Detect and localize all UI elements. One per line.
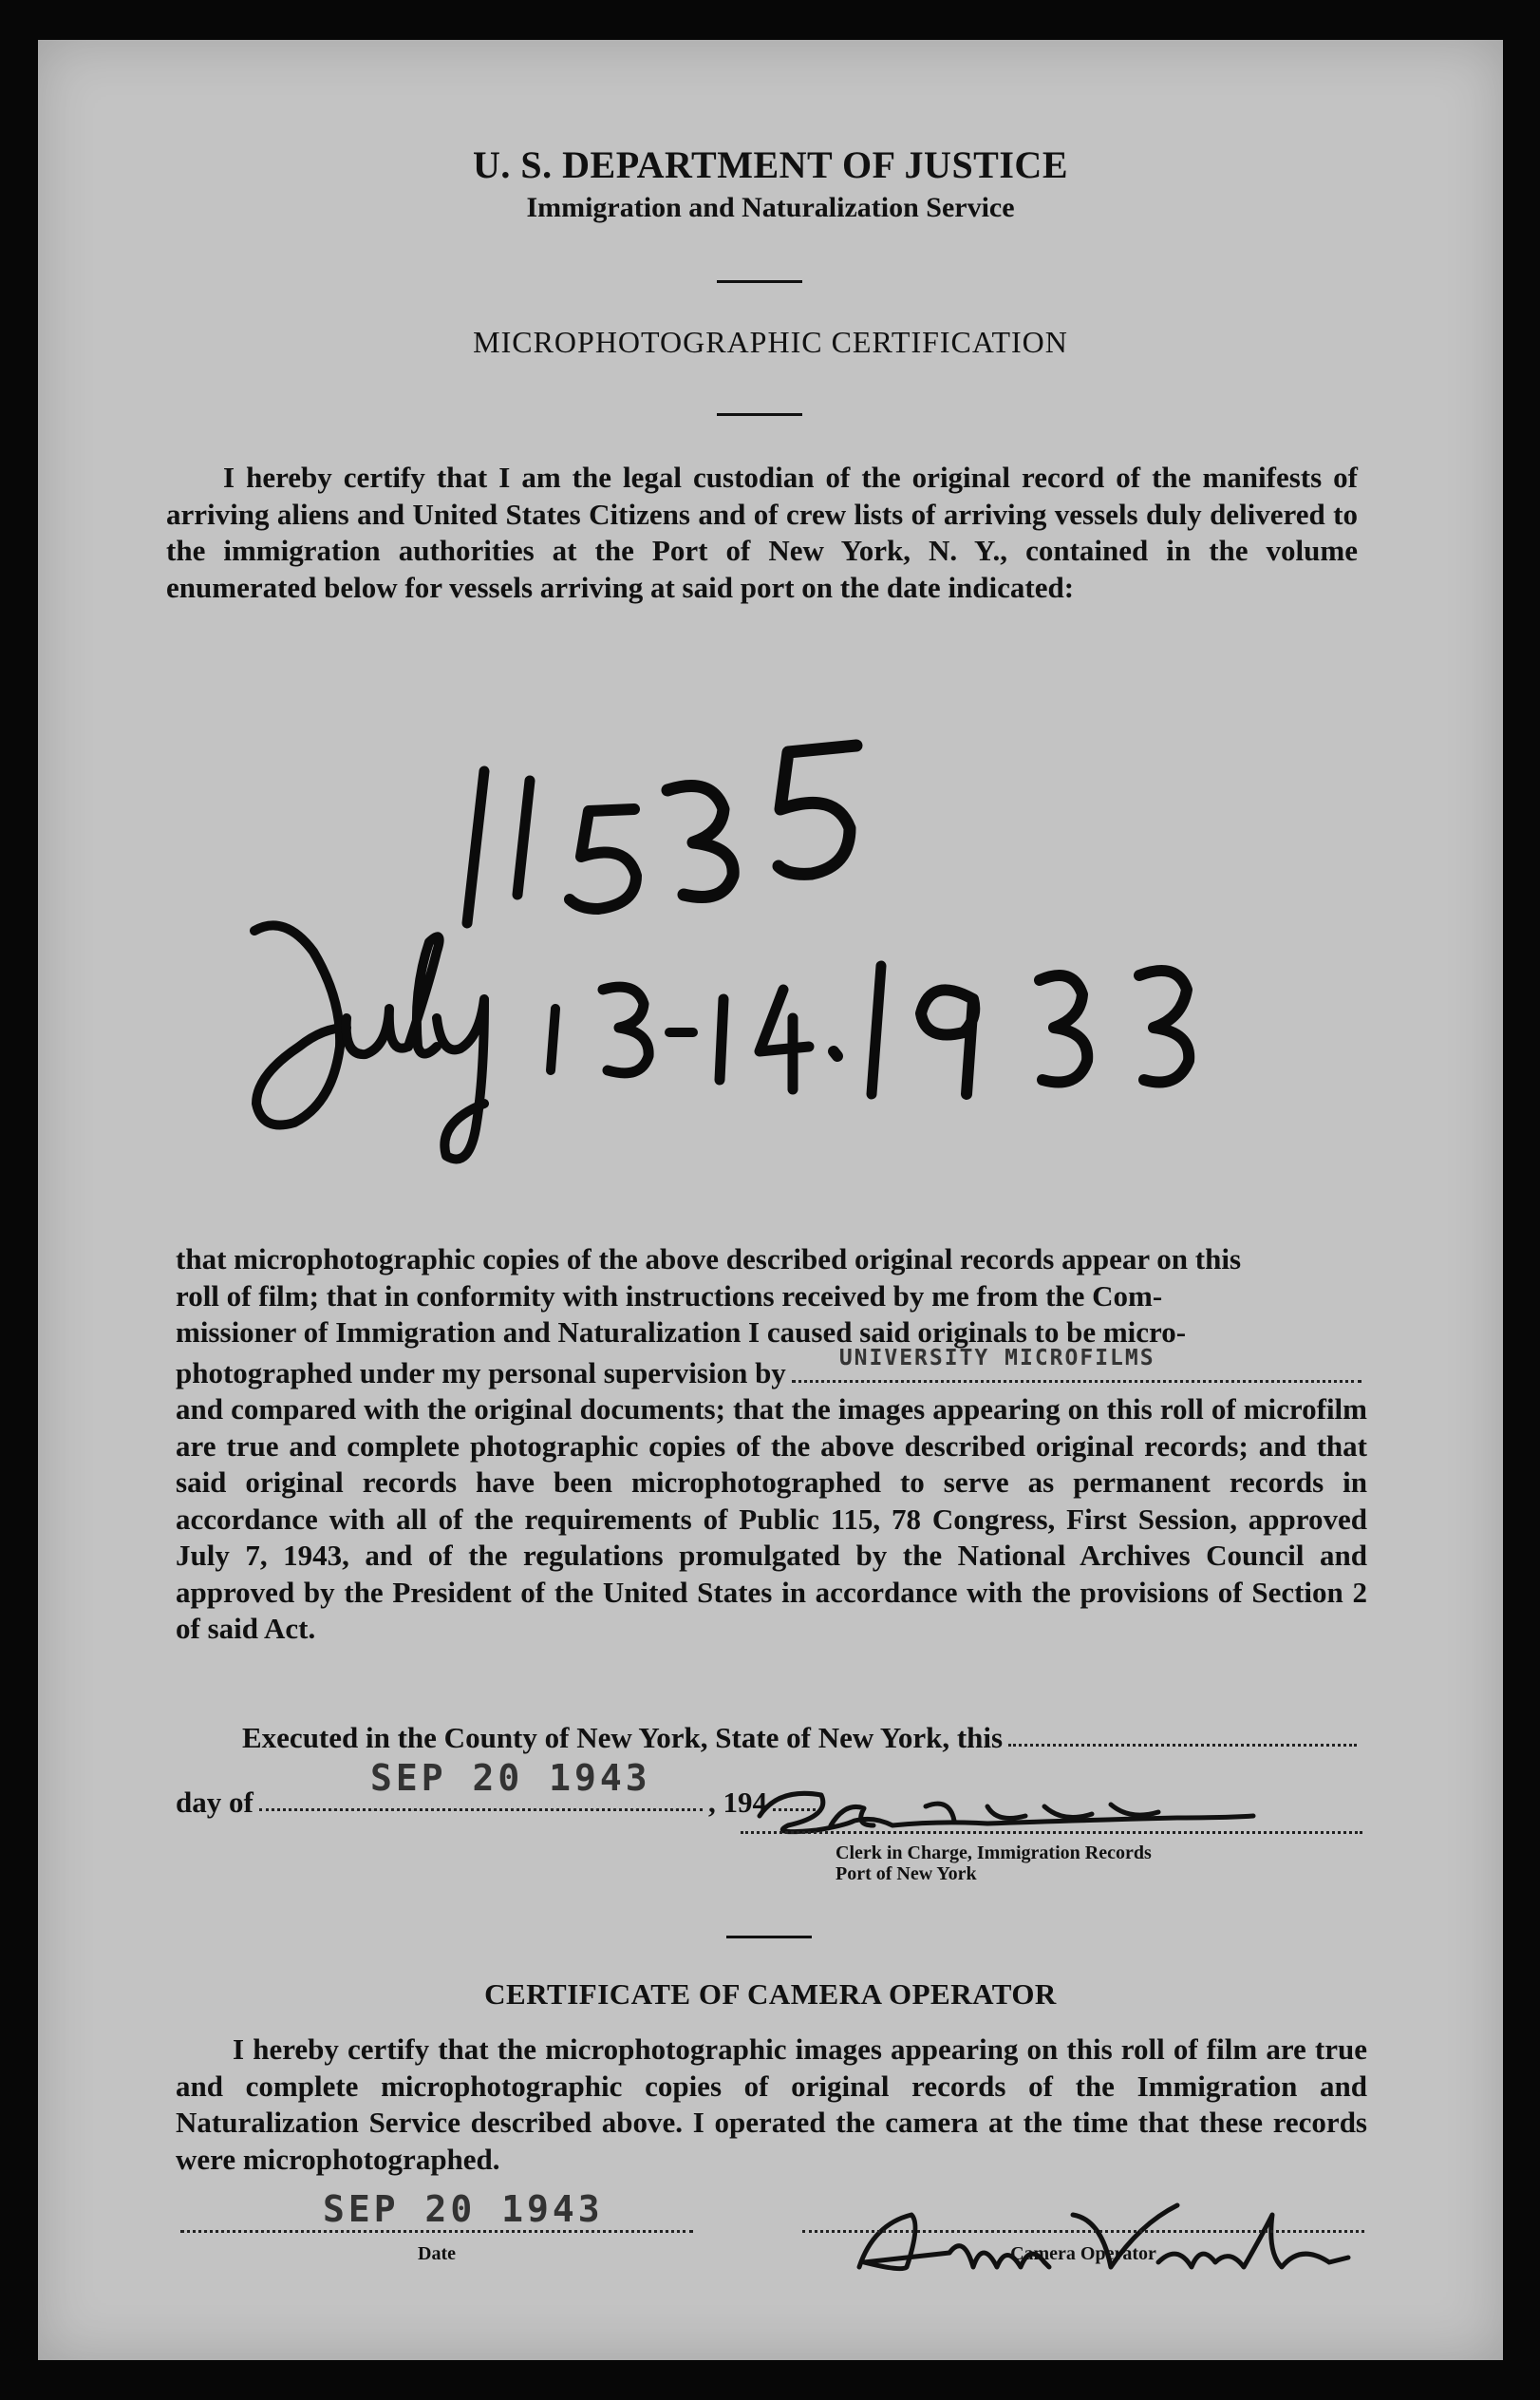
- body-line-prefix: photographed under my personal supervision by: [176, 1355, 786, 1389]
- handwritten-date: [254, 925, 1189, 1159]
- body-line: roll of film; that in conformity with instructions received by me from the Com-: [176, 1278, 1163, 1313]
- certification-title: MICROPHOTOGRAPHIC CERTIFICATION: [473, 325, 1068, 359]
- day-of-line: [176, 1786, 821, 1820]
- camera-certificate-title: CERTIFICATE OF CAMERA OPERATOR: [484, 1977, 1057, 2011]
- operator-line: [802, 2230, 1364, 2233]
- camera-certificate-text: I hereby certify that the microphotographic images appearing on this roll of film are true and complete microphotographic copies of original records of the Immigration and Naturalization Service described above. I operated the camera at the time that these records were microphotographed.: [176, 2032, 1367, 2176]
- handwriting-layer: [38, 40, 1503, 2360]
- body-line: missioner of Immigration and Naturalization I caused said originals to be micro-: [176, 1315, 1187, 1349]
- body-line-microfilmer: [176, 1345, 1367, 1392]
- department-heading: U. S. DEPARTMENT OF JUSTICE: [473, 143, 1068, 186]
- body-line: that microphotographic copies of the above described original records appear on this: [176, 1242, 1242, 1276]
- divider: [717, 413, 802, 416]
- handwritten-volume-number: [467, 746, 856, 923]
- certificate-page: [38, 40, 1503, 2360]
- body-remainder: and compared with the original documents; that the images appearing on this roll of microfilm are true and complete photographic copies of the above described original records; and that said original records have been microphotographed to serve as permanent records in accordance with all of the requirements of Public 115, 78 Congress, First Session, approved July 7, 1943, and of the regulations promulgated by the National Archives Council and approved by the President of the United States in accordance with the provisions of Section 2 of said Act.: [176, 1392, 1367, 1645]
- microfilmer-field: [792, 1345, 1362, 1384]
- year-prefix: , 194: [708, 1786, 767, 1819]
- camera-date-stamp: SEP 20 1943: [323, 2188, 604, 2230]
- date-label: Date: [418, 2243, 456, 2264]
- day-of-label: day of: [176, 1786, 254, 1819]
- executed-text: Executed in the County of New York, State of New York, this: [242, 1721, 1004, 1754]
- date-line: [180, 2230, 693, 2233]
- clerk-signature-line: [741, 1831, 1362, 1834]
- service-subheading: Immigration and Naturalization Service: [526, 192, 1015, 223]
- divider: [726, 1936, 812, 1938]
- body-paragraph: [176, 1241, 1367, 1648]
- clerk-port: Port of New York: [836, 1863, 977, 1884]
- intro-paragraph: I hereby certify that I am the legal custodian of the original record of the manifests of arriving aliens and United States Citizens and of crew lists of arriving vessels duly delivered to the immigration authorities at the Port of New York, N. Y., contained in the volume enumerated below for vessels arriving at said port on the date indicated:: [166, 461, 1358, 604]
- day-of-field: [259, 1786, 703, 1811]
- microfilmer-stamp: UNIVERSITY MICROFILMS: [838, 1345, 1155, 1370]
- execution-date-stamp: SEP 20 1943: [370, 1757, 651, 1799]
- year-field: [773, 1786, 816, 1811]
- clerk-signature: [760, 1793, 1253, 1831]
- clerk-title: Clerk in Charge, Immigration Records: [836, 1843, 1152, 1863]
- divider: [717, 280, 802, 283]
- executed-line: [242, 1721, 1362, 1755]
- executed-day-field: [1008, 1721, 1357, 1747]
- operator-label: Camera Operator: [1010, 2243, 1156, 2264]
